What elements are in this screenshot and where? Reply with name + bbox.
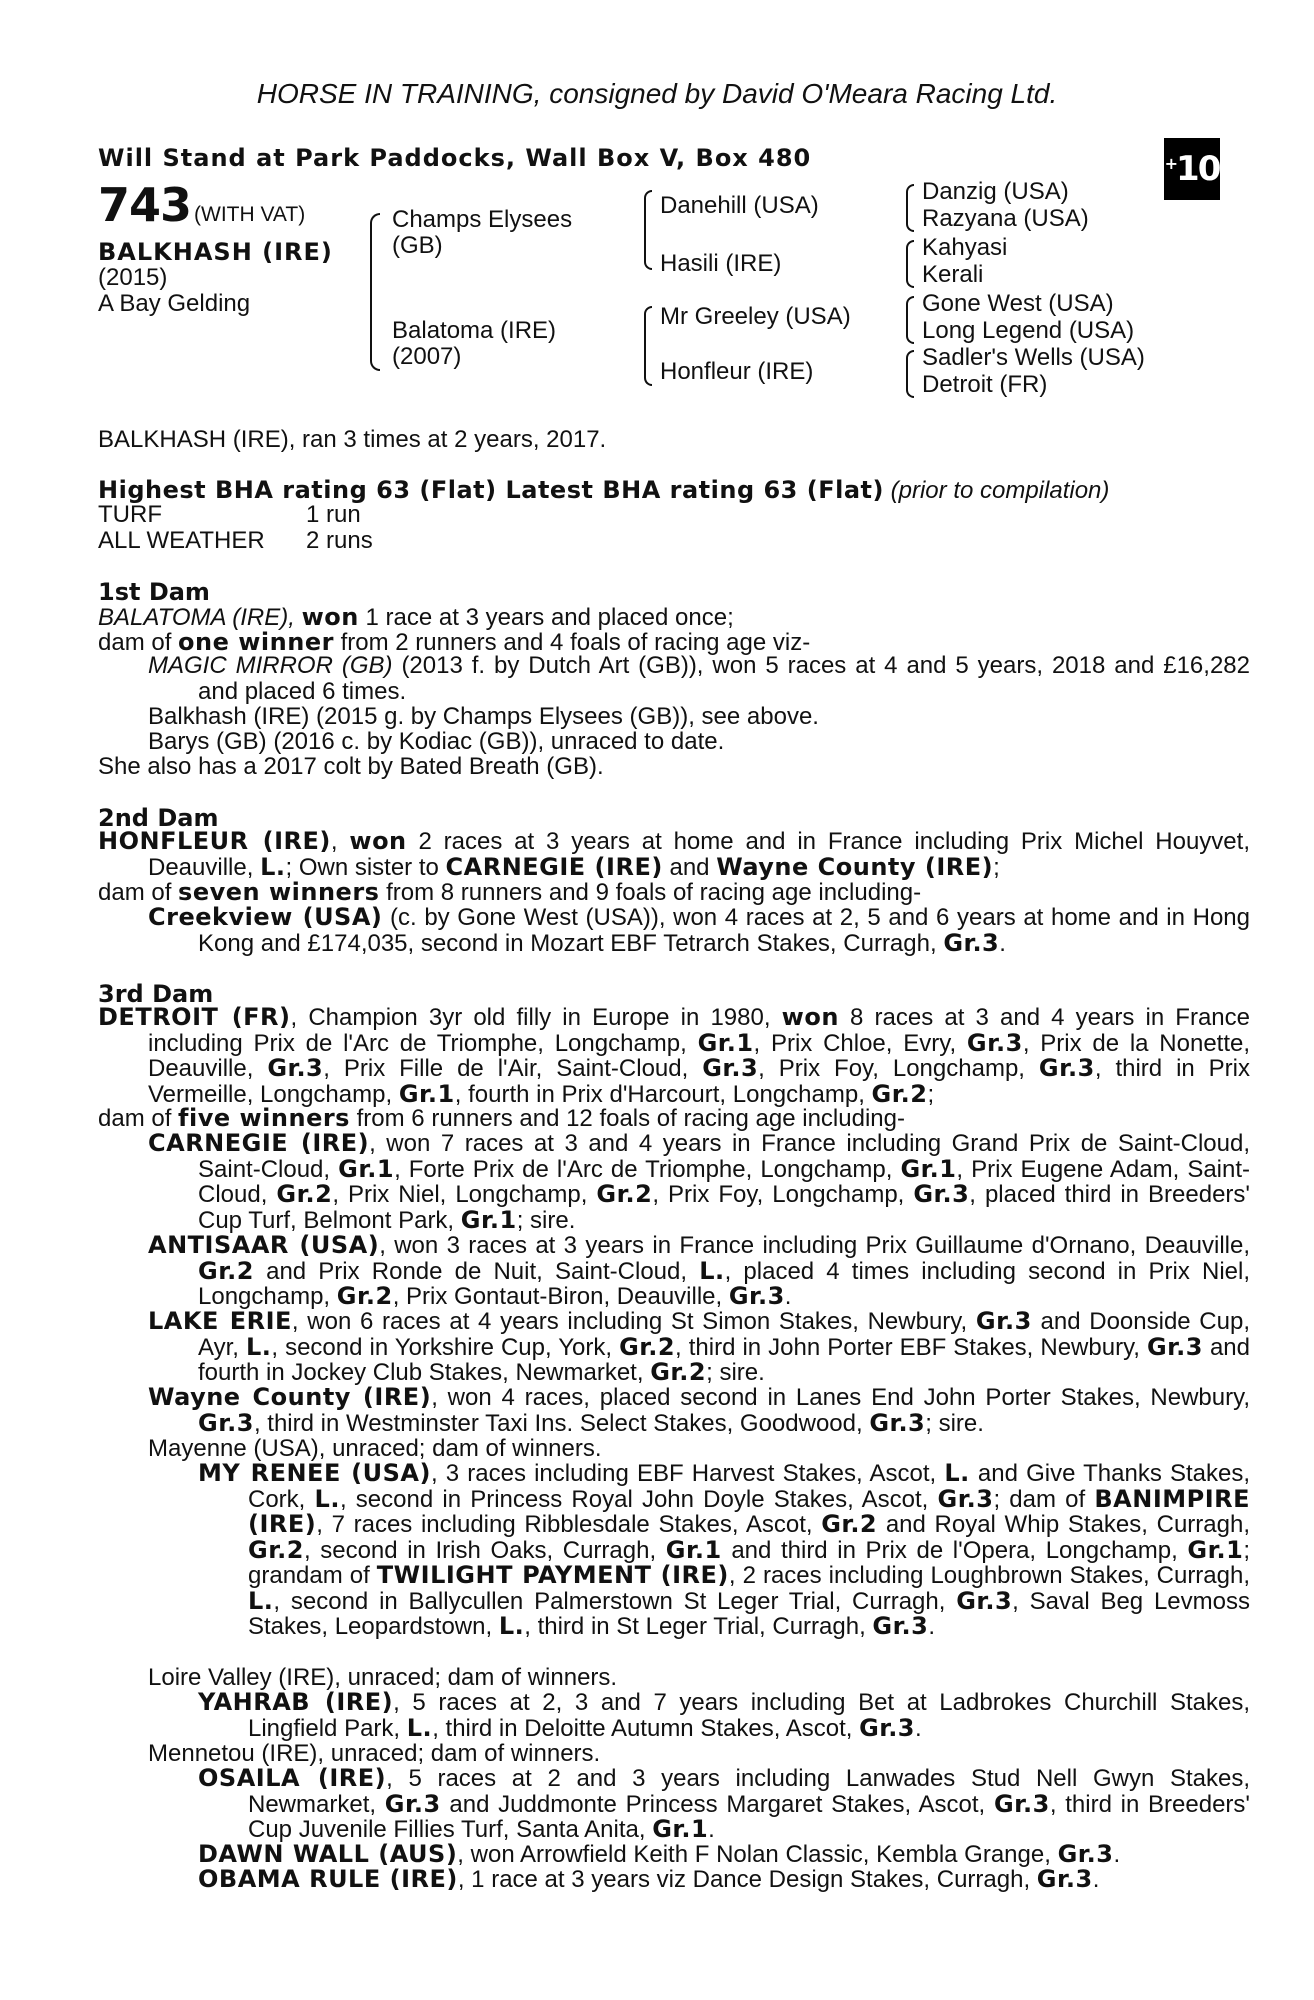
dam1-winners: one winner bbox=[178, 628, 334, 656]
text-dam3-dam_a: dam of bbox=[98, 1105, 172, 1132]
produce-my-renee bbox=[198, 1461, 1250, 1640]
text-dam3-myrenee-e: , 7 races including Ribblesdale Stakes, Ascot, bbox=[316, 1511, 813, 1538]
dam2-runners: from 8 runners and 9 foals of racing age including- bbox=[386, 879, 922, 906]
gen2-1: Danehill (USA) bbox=[660, 192, 819, 219]
text-dam3-osaila-c: , third in Breeders' Cup Juvenile Fillies Turf, Santa Anita, bbox=[248, 1790, 1251, 1843]
magic-mirror-text: (2013 f. by Dutch Art (GB)), won 5 races at 4 and 5 years, 2018 and £16,282 and placed 6 times. bbox=[198, 652, 1250, 705]
text-dam3-myrenee-d: ; dam of bbox=[993, 1485, 1086, 1513]
text-dam3-myrenee-b: and Give Thanks Stakes, Cork, bbox=[248, 1460, 1251, 1513]
text-dam3-myrenee-k: , second in Ballycullen Palmerstown St Leger Trial, Curragh, bbox=[273, 1587, 946, 1615]
text-dam3-myrenee-l3: L. bbox=[248, 1586, 274, 1615]
text-dam3-yahrab-b: , third in Deloitte Autumn Stakes, Ascot, bbox=[432, 1714, 853, 1742]
text-dam3-yahrab-g1: Gr.3 bbox=[859, 1713, 916, 1742]
detroit-name: DETROIT (FR) bbox=[98, 1003, 291, 1031]
text-dam3-lakeerie-g3: Gr.3 bbox=[1146, 1332, 1203, 1361]
text-dam3-wayne-c: ; sire. bbox=[925, 1409, 984, 1437]
text-dam3-wayne-b: , third in Westminster Taxi Ins. Select Stakes, Goodwood, bbox=[253, 1409, 863, 1437]
brace-sire bbox=[644, 190, 652, 270]
text-dam3-osaila-a: , 5 races at 2 and 3 years including Lanwades Stud Nell Gwyn Stakes, Newmarket, bbox=[248, 1765, 1250, 1818]
dam1-won: won bbox=[301, 603, 359, 631]
text-dam3-t5: , Prix Fille de l'Air, Saint-Cloud, bbox=[323, 1055, 689, 1082]
detroit-entry bbox=[98, 1005, 1250, 1107]
turf-label: TURF bbox=[98, 501, 162, 528]
gen3-2: Razyana (USA) bbox=[922, 205, 1089, 232]
lot-vat: (WITH VAT) bbox=[194, 203, 306, 226]
brace-parents bbox=[370, 213, 380, 371]
text-dam3-antisaar-c: , placed 4 times including second in Prix Niel, Longchamp, bbox=[198, 1257, 1250, 1310]
text-dam3-myrenee-l4: L. bbox=[498, 1612, 525, 1640]
creekview-grade: Gr.3 bbox=[943, 928, 1000, 957]
text-dam3-myrenee-g3: Gr.2 bbox=[248, 1535, 304, 1564]
bha-rating bbox=[98, 476, 1109, 505]
gen3-7: Sadler's Wells (USA) bbox=[922, 344, 1145, 371]
horse-name: BALKHASH (IRE) bbox=[98, 238, 333, 266]
dam-name: Balatoma (IRE) bbox=[392, 317, 557, 344]
magic-mirror-name: MAGIC MIRROR (GB) bbox=[148, 652, 393, 679]
text-dam3-carnegie-g1: Gr.1 bbox=[338, 1154, 395, 1183]
dam-year: (2007) bbox=[392, 343, 462, 370]
badge-number: 10 bbox=[1176, 149, 1220, 189]
produce-creekview: Creekview (USA) (c. by Gone West (USA)), won 4 races at 2, 5 and 6 years at home and in Hong Kong and £174,035, second in Mozart EBF Tetrarch Stakes, Curragh, Gr.3. bbox=[148, 903, 1250, 957]
text-dam3-dawnwall-a: , won Arrowfield Keith F Nolan Classic, Kembla Grange, bbox=[457, 1841, 1051, 1868]
gen3-6: Long Legend (USA) bbox=[922, 317, 1135, 344]
text-dam3-carnegie-g3: Gr.2 bbox=[276, 1180, 333, 1208]
text-dam3-myrenee-g6: Gr.3 bbox=[956, 1586, 1013, 1615]
text-dam3-carnegie-g6: Gr.1 bbox=[460, 1205, 517, 1234]
text-dam3-myrenee-g2: Gr.2 bbox=[821, 1510, 878, 1538]
third-dam-heading: 3rd Dam bbox=[98, 980, 214, 1008]
text-dam3-myrenee-g: , second in Irish Oaks, Curragh, bbox=[303, 1536, 657, 1564]
text-dam3-carnegie-d: , Prix Niel, Longchamp, bbox=[332, 1181, 588, 1208]
creekview-name: Creekview (USA) bbox=[148, 903, 383, 931]
lot-number: 743 bbox=[98, 178, 192, 232]
honfleur-name: HONFLEUR (IRE) bbox=[98, 827, 331, 855]
gen2-2: Hasili (IRE) bbox=[660, 250, 782, 277]
text-dam3-carnegie-a: , won 7 races at 3 and 4 years in France including Grand Prix de Saint-Cloud, Saint-Cloud, bbox=[198, 1130, 1250, 1183]
text-dam3-t2: 8 races at 3 and 4 years in France including Prix de l'Arc de Triomphe, Longchamp, bbox=[148, 1004, 1250, 1057]
text-dam3-myrenee-name: MY RENEE (USA) bbox=[198, 1459, 431, 1487]
text-dam3-lakeerie-f: ; sire. bbox=[706, 1359, 765, 1386]
text-dam3-myrenee-g7: Gr.3 bbox=[872, 1612, 929, 1640]
honfleur-entry: HONFLEUR (IRE), won 2 races at 3 years at home and in France including Prix Michel Houyvet, Deauville, L.; Own sister to CARNEGIE (IRE) and Wayne County (IRE); bbox=[98, 827, 1250, 881]
text-dam3-yahrab-name: YAHRAB (IRE) bbox=[198, 1688, 394, 1716]
text-dam3-lakeerie-g1: Gr.3 bbox=[975, 1307, 1032, 1335]
text-dam3-carnegie-e: , Prix Foy, Longchamp, bbox=[652, 1181, 905, 1208]
produce-yahrab bbox=[198, 1690, 1250, 1741]
produce-mayenne: Mayenne (USA), unraced; dam of winners. bbox=[148, 1435, 602, 1462]
text-dam3-myrenee-i: ; grandam of bbox=[248, 1536, 1251, 1589]
text-dam3-dam_bold: five winners bbox=[178, 1104, 350, 1132]
text-dam3-lakeerie-g2: Gr.2 bbox=[619, 1332, 676, 1361]
text-dam3-myrenee-g4: Gr.1 bbox=[665, 1535, 722, 1564]
produce-magic-mirror bbox=[148, 653, 1250, 704]
text-dam3-myrenee-m: , third in St Leger Trial, Curragh, bbox=[524, 1613, 866, 1640]
text-dam3-myrenee-g5: Gr.1 bbox=[1187, 1535, 1244, 1564]
gen2-4: Honfleur (IRE) bbox=[660, 358, 814, 385]
text-dam3-lakeerie-e: and fourth in Jockey Club Stakes, Newmarket, bbox=[198, 1333, 1250, 1386]
brace-g3-4 bbox=[906, 350, 914, 398]
text-dam3-carnegie-name: CARNEGIE (IRE) bbox=[148, 1129, 370, 1157]
text-dam3-myrenee-g1: Gr.3 bbox=[937, 1484, 994, 1513]
produce-dawn-wall bbox=[198, 1842, 1200, 1868]
text-dam3-lakeerie-b: and Doonside Cup, Ayr, bbox=[198, 1308, 1251, 1361]
text-dam3-g7: Gr.2 bbox=[871, 1079, 928, 1108]
text-dam3-myrenee-l1: L. bbox=[944, 1459, 970, 1487]
honfleur-won: won bbox=[349, 827, 407, 855]
gen3-3: Kahyasi bbox=[922, 234, 1008, 261]
dam1-runners: from 2 runners and 4 foals of racing age viz- bbox=[340, 629, 811, 656]
text-dam3-carnegie-g5: Gr.3 bbox=[913, 1180, 970, 1208]
text-dam3-won: won bbox=[781, 1003, 839, 1031]
text-dam3-g6: Gr.1 bbox=[398, 1079, 455, 1108]
sister-wayne-county: Wayne County (IRE) bbox=[716, 852, 994, 881]
detroit-damof bbox=[98, 1106, 1200, 1132]
text-dam3-yahrab-a: , 5 races at 2, 3 and 7 years including Bet at Ladbrokes Churchill Stakes, Lingfield Park, bbox=[248, 1689, 1251, 1742]
brace-dam bbox=[644, 306, 652, 386]
text-dam3-antisaar-g1: Gr.2 bbox=[198, 1256, 254, 1285]
text-dam3-antisaar-l1: L. bbox=[699, 1256, 725, 1285]
text-dam3-lakeerie-d: , third in John Porter EBF Stakes, Newbury, bbox=[675, 1333, 1140, 1361]
sister-carnegie: CARNEGIE (IRE) bbox=[445, 852, 663, 881]
text-dam3-t4: , Prix de la Nonette, Deauville, bbox=[148, 1029, 1251, 1082]
text-dam3-t9: ; bbox=[927, 1080, 935, 1108]
stand-location: Will Stand at Park Paddocks, Wall Box V, Box 480 bbox=[98, 144, 812, 172]
aw-value: 2 runs bbox=[306, 527, 373, 554]
horse-description: A Bay Gelding bbox=[98, 290, 251, 317]
honfleur-text1: 2 races at 3 years at home and in France including Prix Michel Houyvet, Deauville, bbox=[148, 828, 1250, 881]
dam2-damof: dam of bbox=[98, 879, 172, 906]
gen3-8: Detroit (FR) bbox=[922, 371, 1048, 398]
produce-osaila bbox=[198, 1766, 1250, 1843]
gen3-5: Gone West (USA) bbox=[922, 290, 1114, 317]
text-dam3-antisaar-b: and Prix Ronde de Nuit, Saint-Cloud, bbox=[266, 1257, 688, 1285]
text-dam3-g3: Gr.3 bbox=[267, 1054, 324, 1082]
text-dam3-myrenee-l: , Saval Beg Levmoss Stakes, Leopardstown, bbox=[248, 1587, 1250, 1640]
honfleur-listed: L. bbox=[260, 852, 286, 881]
text-dam3-myrenee-n: . bbox=[928, 1613, 936, 1640]
honfleur-damof bbox=[98, 880, 1200, 906]
produce-obama-rule bbox=[198, 1867, 1200, 1893]
text-dam3-lakeerie-a: , won 6 races at 4 years including St Simon Stakes, Newbury, bbox=[291, 1308, 968, 1335]
gen3-4: Kerali bbox=[922, 261, 984, 288]
text-dam3-wayne-g1: Gr.3 bbox=[198, 1408, 254, 1437]
text-dam3-lakeerie-l1: L. bbox=[245, 1332, 272, 1361]
text-dam3-dam_b: from 6 runners and 12 foals of racing age including- bbox=[356, 1105, 905, 1132]
dam2-winners: seven winners bbox=[178, 878, 380, 906]
text-dam3-obama-g1: Gr.3 bbox=[1036, 1865, 1093, 1893]
text-dam3-t6: , Prix Foy, Longchamp, bbox=[758, 1055, 1025, 1082]
text-dam3-carnegie-c: , Prix Eugene Adam, Saint-Cloud, bbox=[198, 1155, 1251, 1208]
text-dam3-myrenee-c: , second in Princess Royal John Doyle Stakes, Ascot, bbox=[339, 1485, 929, 1513]
text-dam3-obama-name: OBAMA RULE (IRE) bbox=[198, 1865, 458, 1893]
text-dam3-yahrab-c: . bbox=[915, 1714, 922, 1742]
text-dam3-yahrab-l1: L. bbox=[406, 1713, 433, 1742]
race-summary: BALKHASH (IRE), ran 3 times at 2 years, 2017. bbox=[98, 426, 607, 453]
honfleur-and: and bbox=[669, 853, 710, 881]
rating-note: (prior to compilation) bbox=[890, 477, 1110, 504]
text-dam3-osaila-g1: Gr.3 bbox=[384, 1789, 441, 1818]
brace-g3-3 bbox=[906, 296, 914, 344]
produce-carnegie bbox=[148, 1131, 1250, 1233]
text-dam3-antisaar-g3: Gr.3 bbox=[728, 1282, 785, 1310]
text-dam3-antisaar-d: , Prix Gontaut-Biron, Deauville, bbox=[392, 1283, 723, 1310]
text-dam3-g2: Gr.3 bbox=[966, 1028, 1023, 1057]
text-dam3-myrenee-f: and Royal Whip Stakes, Curragh, bbox=[885, 1511, 1250, 1538]
text-dam3-osaila-b: and Juddmonte Princess Margaret Stakes, Ascot, bbox=[449, 1790, 986, 1818]
text-dam3-osaila-g3: Gr.1 bbox=[652, 1815, 709, 1843]
text-dam3-osaila-g2: Gr.3 bbox=[993, 1789, 1050, 1818]
text-dam3-lakeerie-g4: Gr.2 bbox=[650, 1358, 707, 1386]
text-dam3-lakeerie-c: , second in Yorkshire Cup, York, bbox=[271, 1333, 613, 1361]
text-dam3-dawnwall-name: DAWN WALL (AUS) bbox=[198, 1840, 458, 1868]
creekview-text: (c. by Gone West (USA)), won 4 races at 2, 5 and 6 years at home and in Hong Kong and £174,035, second in Mozart EBF Tetrarch Stakes, Curragh, bbox=[198, 904, 1250, 957]
text-dam3-carnegie-f: , placed third in Breeders' Cup Turf, Belmont Park, bbox=[198, 1181, 1250, 1234]
text-dam3-carnegie-g4: Gr.2 bbox=[596, 1180, 653, 1208]
text-dam3-obama-a: , 1 race at 3 years viz Dance Design Stakes, Curragh, bbox=[457, 1866, 1031, 1893]
text-dam3-antisaar-g2: Gr.2 bbox=[336, 1282, 393, 1310]
text-dam3-carnegie-g2: Gr.1 bbox=[900, 1154, 957, 1183]
text-dam3-myrenee-a: , 3 races including EBF Harvest Stakes, Ascot, bbox=[430, 1460, 937, 1487]
horse-year: (2015) bbox=[98, 264, 168, 291]
produce-antisaar bbox=[148, 1233, 1250, 1310]
catalogue-header: HORSE IN TRAINING, consigned by David O'Meara Racing Ltd. bbox=[256, 78, 1058, 109]
brace-g3-1 bbox=[906, 184, 914, 232]
text-dam3-osaila-d: . bbox=[708, 1816, 715, 1843]
dam1-damof: dam of bbox=[98, 629, 172, 656]
text-dam3-g4: Gr.3 bbox=[702, 1054, 759, 1082]
text-dam3-t8: , fourth in Prix d'Harcourt, Longchamp, bbox=[454, 1080, 865, 1108]
text-dam3-wayne-name: Wayne County (IRE) bbox=[148, 1383, 432, 1411]
rating-text: Highest BHA rating 63 (Flat) Latest BHA rating 63 (Flat) bbox=[98, 476, 884, 504]
sire-name: Champs Elysees bbox=[392, 206, 573, 233]
text-dam3-antisaar-e: . bbox=[784, 1283, 792, 1310]
produce-barys: Barys (GB) (2016 c. by Kodiac (GB)), unraced to date. bbox=[148, 728, 725, 755]
produce-mennetou: Mennetou (IRE), unraced; dam of winners. bbox=[148, 1740, 601, 1767]
text-dam3-t1: , Champion 3yr old filly in Europe in 1980, bbox=[290, 1004, 771, 1031]
turf-value: 1 run bbox=[306, 501, 361, 528]
text-dam3-myrenee-j: , 2 races including Loughbrown Stakes, Curragh, bbox=[728, 1562, 1251, 1589]
text-dam3-myrenee-l2: L. bbox=[314, 1484, 340, 1513]
text-dam3-obama-b: . bbox=[1092, 1866, 1100, 1893]
text-dam3-antisaar-a: , won 3 races at 3 years in France including Prix Guillaume d'Ornano, Deauville, bbox=[379, 1232, 1250, 1259]
badge-plus: + bbox=[1164, 153, 1177, 173]
text-dam3-dawnwall-b: . bbox=[1113, 1841, 1121, 1868]
produce-lake-erie bbox=[148, 1309, 1250, 1386]
text-dam3-osaila-name: OSAILA (IRE) bbox=[198, 1764, 387, 1792]
brace-g3-2 bbox=[906, 240, 914, 288]
sire-country: (GB) bbox=[392, 232, 443, 259]
text-dam3-carnegie-b: , Forte Prix de l'Arc de Triomphe, Longchamp, bbox=[394, 1155, 893, 1183]
text-dam3-carnegie-g: ; sire. bbox=[516, 1206, 576, 1234]
text-dam3-antisaar-name: ANTISAAR (USA) bbox=[148, 1231, 380, 1259]
first-dam-heading: 1st Dam bbox=[98, 578, 210, 606]
text-dam3-myrenee-h: and third in Prix de l'Opera, Longchamp, bbox=[731, 1536, 1178, 1564]
gen3-1: Danzig (USA) bbox=[922, 178, 1069, 205]
gen2-3: Mr Greeley (USA) bbox=[660, 303, 851, 330]
text-dam3-t7: , third in Prix Vermeille, Longchamp, bbox=[148, 1055, 1251, 1108]
dam1-name: BALATOMA (IRE), bbox=[98, 604, 295, 631]
text-dam3-wayne-g2: Gr.3 bbox=[869, 1408, 926, 1437]
dam1-rest: 1 race at 3 years and placed once; bbox=[365, 604, 734, 631]
produce-wayne-county bbox=[148, 1385, 1250, 1436]
aw-label: ALL WEATHER bbox=[98, 527, 265, 554]
text-dam3-g5: Gr.3 bbox=[1038, 1054, 1095, 1082]
text-dam3-lakeerie-name: LAKE ERIE bbox=[148, 1307, 292, 1335]
honfleur-text2: ; Own sister to bbox=[285, 853, 439, 881]
text-dam3-wayne-a: , won 4 races, placed second in Lanes End John Porter Stakes, Newbury, bbox=[431, 1384, 1250, 1411]
produce-loire-valley: Loire Valley (IRE), unraced; dam of winners. bbox=[148, 1664, 618, 1691]
lot-badge bbox=[1164, 138, 1220, 200]
text-dam3-dawnwall-g1: Gr.3 bbox=[1057, 1840, 1114, 1868]
second-dam-heading: 2nd Dam bbox=[98, 804, 219, 832]
text-dam3-t3: , Prix Chloe, Evry, bbox=[753, 1029, 957, 1057]
text-dam3-g1: Gr.1 bbox=[697, 1028, 754, 1057]
produce-balkhash: Balkhash (IRE) (2015 g. by Champs Elysees (GB)), see above. bbox=[148, 703, 819, 730]
text-dam3-myrenee-banimpire: BANIMPIRE (IRE) bbox=[248, 1484, 1251, 1538]
dam1-colt-note: She also has a 2017 colt by Bated Breath (GB). bbox=[98, 753, 604, 780]
text-dam3-myrenee-twilight: TWILIGHT PAYMENT (IRE) bbox=[376, 1561, 729, 1589]
